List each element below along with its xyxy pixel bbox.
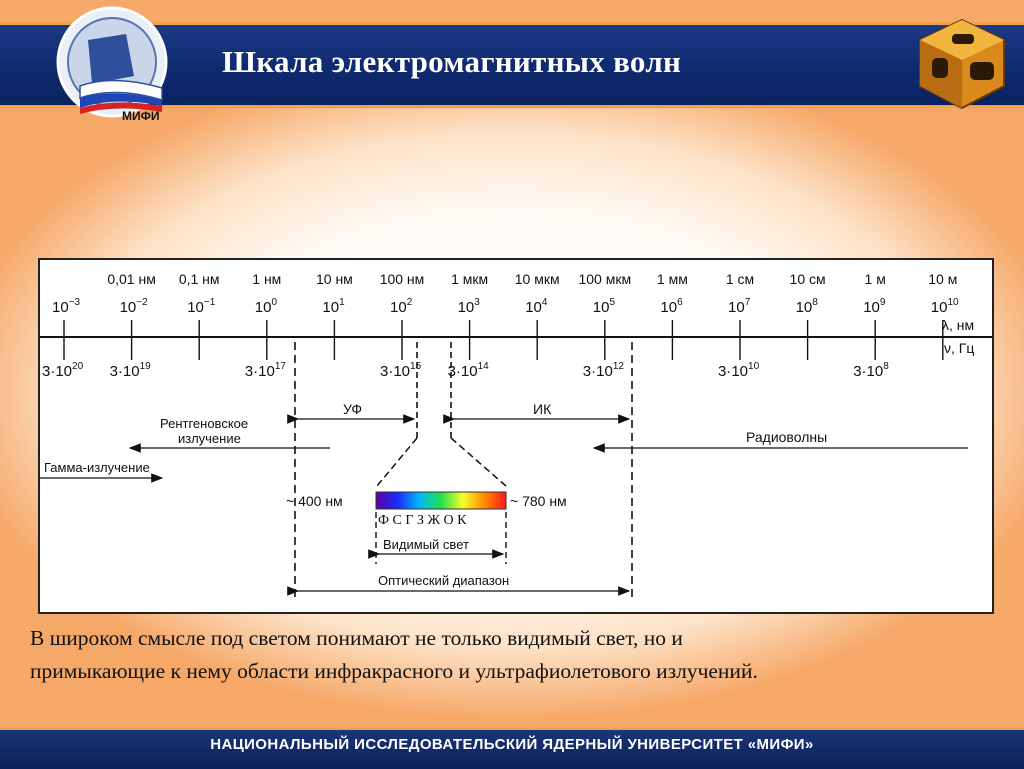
- wavelength-name: 10 мкм: [514, 271, 560, 287]
- wavelength-name: 10 м: [928, 271, 958, 287]
- wavelength-name: 1 м: [864, 271, 886, 287]
- frequency-label: $3\cdot 10^{17}$: [244, 361, 286, 380]
- uv-label: УФ: [343, 401, 363, 417]
- wavelength-name: 100 мкм: [578, 271, 632, 287]
- em-spectrum-diagram: [38, 258, 994, 614]
- nu-axis-label: ν, Гц: [944, 340, 975, 356]
- visible-spectrum-bar: [376, 492, 506, 509]
- funnel-right: [451, 438, 506, 486]
- power-label: $10^6$: [660, 297, 683, 316]
- wavelength-name: 1 см: [725, 271, 755, 287]
- cube-logo-icon: [912, 14, 1012, 114]
- radio-label: Радиоволны: [746, 429, 828, 445]
- power-label: $10^1$: [322, 297, 345, 316]
- power-label: $10^2$: [390, 297, 413, 316]
- power-labels: [52, 297, 959, 316]
- power-label: $10^{-1}$: [187, 297, 216, 316]
- frequency-label: $3\cdot 10^{14}$: [447, 361, 489, 380]
- visible-light-label: Видимый свет: [383, 537, 469, 552]
- logo-text: МИФИ: [122, 109, 160, 122]
- power-label: $10^{10}$: [930, 297, 959, 316]
- wavelength-name: 10 см: [789, 271, 826, 287]
- power-label: $10^9$: [863, 297, 886, 316]
- frequency-label: $3\cdot 10^{10}$: [718, 361, 760, 380]
- footer-text: НАЦИОНАЛЬНЫЙ ИССЛЕДОВАТЕЛЬСКИЙ ЯДЕРНЫЙ УНИВЕРСИТЕТ «МИФИ»: [210, 736, 814, 753]
- funnel-left: [377, 438, 417, 486]
- power-label: $10^4$: [525, 297, 548, 316]
- caption-line-2: примыкающие к нему области инфракрасного и ультрафиолетового излучений.: [30, 659, 758, 683]
- frequency-label: $3\cdot 10^{12}$: [582, 361, 624, 380]
- power-label: $10^5$: [592, 297, 616, 316]
- caption-text: [30, 622, 1010, 688]
- wavelength-name: 1 мм: [656, 271, 688, 287]
- wavelength-name: 0,01 нм: [107, 271, 156, 287]
- ir-label: ИК: [533, 401, 552, 417]
- power-label: $10^7$: [728, 297, 751, 316]
- frequency-label: $3\cdot 10^{20}$: [42, 361, 84, 380]
- lambda-axis-label: λ, нм: [942, 317, 975, 333]
- axis-ticks: [64, 320, 943, 360]
- mephi-logo: [30, 4, 200, 122]
- power-label: $10^8$: [795, 297, 818, 316]
- gamma-label: Гамма-излучение: [44, 460, 150, 475]
- wavelength-name: 10 нм: [315, 271, 353, 287]
- xray-label-line2: излучение: [178, 431, 241, 446]
- color-letters: Ф С Г З Ж О К: [378, 513, 467, 528]
- wavelength-name: 100 нм: [379, 271, 425, 287]
- lambda-400-label: ~ 400 нм: [286, 493, 343, 509]
- frequency-labels: [42, 361, 889, 380]
- power-label: $10^{-3}$: [52, 297, 81, 316]
- power-label: $10^3$: [457, 297, 480, 316]
- wavelength-name: 1 нм: [252, 271, 282, 287]
- optical-range-label: Оптический диапазон: [378, 573, 510, 588]
- wavelength-name: 1 мкм: [451, 271, 489, 287]
- caption-line-1: В широком смысле под светом понимают не только видимый свет, но и: [30, 626, 683, 650]
- xray-label-line1: Рентгеновское: [160, 416, 249, 431]
- power-label: $10^0$: [254, 297, 278, 316]
- wavelength-name: 0,1 нм: [178, 271, 220, 287]
- wavelength-labels: [107, 271, 957, 287]
- lambda-780-label: ~ 780 нм: [510, 493, 567, 509]
- frequency-label: $3\cdot 10^8$: [853, 361, 889, 380]
- power-label: $10^{-2}$: [119, 297, 148, 316]
- frequency-label: $3\cdot 10^{19}$: [109, 361, 151, 380]
- frequency-label: $3\cdot 10^{15}$: [380, 361, 422, 380]
- page-title: Шкала электромагнитных волн: [222, 44, 682, 79]
